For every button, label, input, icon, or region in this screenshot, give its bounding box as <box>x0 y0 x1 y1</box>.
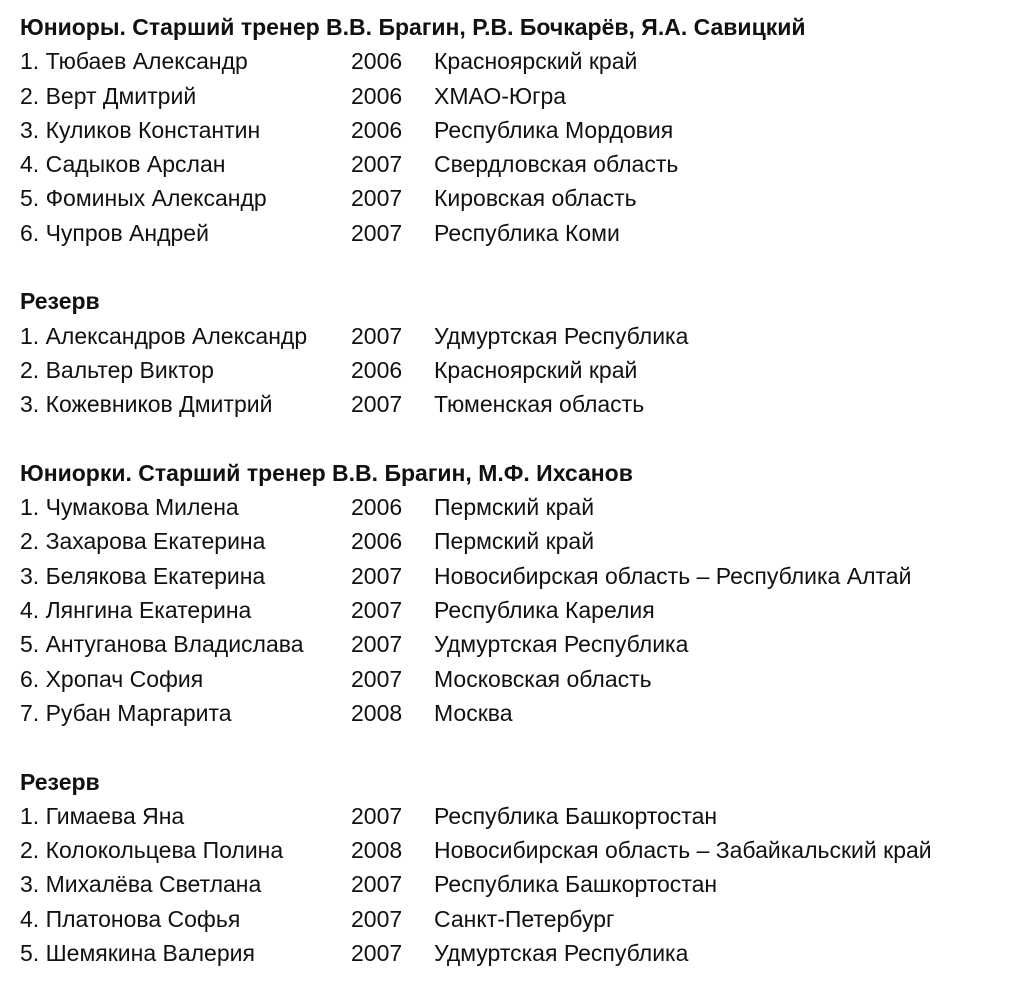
athlete-region: Удмуртская Республика <box>434 322 689 349</box>
birth-year: 2007 <box>351 185 403 212</box>
roster-row <box>20 696 1010 730</box>
athlete-name: 1. Гимаева Яна <box>20 802 185 829</box>
athlete-region: Москва <box>434 699 513 726</box>
birth-year: 2007 <box>351 905 403 932</box>
roster-row <box>20 216 1010 250</box>
roster-row <box>20 524 1010 558</box>
athlete-name: 3. Кожевников Дмитрий <box>20 391 273 418</box>
athlete-name: 7. Рубан Маргарита <box>20 699 232 726</box>
athlete-region: Санкт-Петербург <box>434 905 615 932</box>
roster-row <box>20 353 1010 387</box>
section-juniors-women <box>20 456 1010 730</box>
roster-row <box>20 936 1010 970</box>
birth-year: 2007 <box>351 151 403 178</box>
roster-row <box>20 902 1010 936</box>
roster-row <box>20 181 1010 215</box>
roster-row <box>20 147 1010 181</box>
roster-row <box>20 627 1010 661</box>
birth-year: 2007 <box>351 631 403 658</box>
athlete-name: 3. Михалёва Светлана <box>20 871 262 898</box>
section-title: Резерв <box>20 768 100 795</box>
roster-row <box>20 490 1010 524</box>
roster-row <box>20 799 1010 833</box>
spacer <box>20 250 1010 284</box>
section-reserve-women <box>20 765 1010 971</box>
athlete-region: Красноярский край <box>434 48 638 75</box>
birth-year: 2006 <box>351 82 403 109</box>
athlete-region: Республика Башкортостан <box>434 802 718 829</box>
roster-row <box>20 867 1010 901</box>
birth-year: 2006 <box>351 356 403 383</box>
athlete-name: 4. Садыков Арслан <box>20 151 226 178</box>
athlete-region: Свердловская область <box>434 151 679 178</box>
athlete-name: 4. Лянгина Екатерина <box>20 597 252 624</box>
athlete-name: 3. Белякова Екатерина <box>20 562 266 589</box>
athlete-region: Пермский край <box>434 528 595 555</box>
birth-year: 2007 <box>351 219 403 246</box>
roster-row <box>20 593 1010 627</box>
section-juniors-men <box>20 10 1010 250</box>
athlete-region: Московская область <box>434 665 652 692</box>
athlete-name: 6. Хропач София <box>20 665 204 692</box>
birth-year: 2007 <box>351 871 403 898</box>
athlete-region: Республика Башкортостан <box>434 871 718 898</box>
athlete-region: Пермский край <box>434 494 595 521</box>
spacer <box>20 422 1010 456</box>
athlete-name: 2. Верт Дмитрий <box>20 82 197 109</box>
section-title: Юниоры. Старший тренер В.В. Брагин, Р.В. Бочкарёв, Я.А. Савицкий <box>20 14 806 40</box>
birth-year: 2006 <box>351 494 403 521</box>
athlete-region: ХМАО-Югра <box>434 82 567 109</box>
athlete-region: Новосибирская область – Забайкальский край <box>434 837 932 864</box>
athlete-region: Республика Коми <box>434 219 620 246</box>
birth-year: 2007 <box>351 562 403 589</box>
athlete-name: 2. Захарова Екатерина <box>20 528 266 555</box>
roster-row <box>20 113 1010 147</box>
athlete-region: Удмуртская Республика <box>434 631 689 658</box>
athlete-region: Красноярский край <box>434 356 638 383</box>
athlete-region: Республика Карелия <box>434 597 655 624</box>
roster-row <box>20 662 1010 696</box>
roster-row <box>20 79 1010 113</box>
athlete-name: 6. Чупров Андрей <box>20 219 209 246</box>
athlete-region: Республика Мордовия <box>434 116 674 143</box>
birth-year: 2007 <box>351 597 403 624</box>
athlete-name: 1. Тюбаев Александр <box>20 48 248 75</box>
birth-year: 2008 <box>351 837 403 864</box>
birth-year: 2008 <box>351 699 403 726</box>
birth-year: 2006 <box>351 116 403 143</box>
birth-year: 2007 <box>351 802 403 829</box>
athlete-name: 2. Колокольцева Полина <box>20 837 284 864</box>
section-reserve-men <box>20 284 1010 421</box>
roster-row <box>20 319 1010 353</box>
section-title: Юниорки. Старший тренер В.В. Брагин, М.Ф. Ихсанов <box>20 459 633 486</box>
athlete-name: 1. Чумакова Милена <box>20 494 239 521</box>
roster-row <box>20 387 1010 421</box>
athlete-name: 3. Куликов Константин <box>20 116 261 143</box>
roster-row <box>20 833 1010 867</box>
birth-year: 2007 <box>351 322 403 349</box>
roster-row <box>20 44 1010 78</box>
birth-year: 2006 <box>351 48 403 75</box>
birth-year: 2007 <box>351 940 403 967</box>
athlete-region: Кировская область <box>434 185 637 212</box>
athlete-region: Новосибирская область – Республика Алтай <box>434 562 912 589</box>
spacer <box>20 730 1010 764</box>
athlete-name: 1. Александров Александр <box>20 322 308 349</box>
athlete-name: 5. Фоминых Александр <box>20 185 267 212</box>
document-body <box>20 10 1010 970</box>
birth-year: 2007 <box>351 665 403 692</box>
section-title: Резерв <box>20 288 100 315</box>
athlete-name: 5. Шемякина Валерия <box>20 940 255 967</box>
athlete-name: 4. Платонова Софья <box>20 905 241 932</box>
athlete-region: Тюменская область <box>434 391 645 418</box>
athlete-name: 5. Антуганова Владислава <box>20 631 304 658</box>
birth-year: 2006 <box>351 528 403 555</box>
athlete-region: Удмуртская Республика <box>434 940 689 967</box>
roster-row <box>20 559 1010 593</box>
athlete-name: 2. Вальтер Виктор <box>20 356 214 383</box>
birth-year: 2007 <box>351 391 403 418</box>
